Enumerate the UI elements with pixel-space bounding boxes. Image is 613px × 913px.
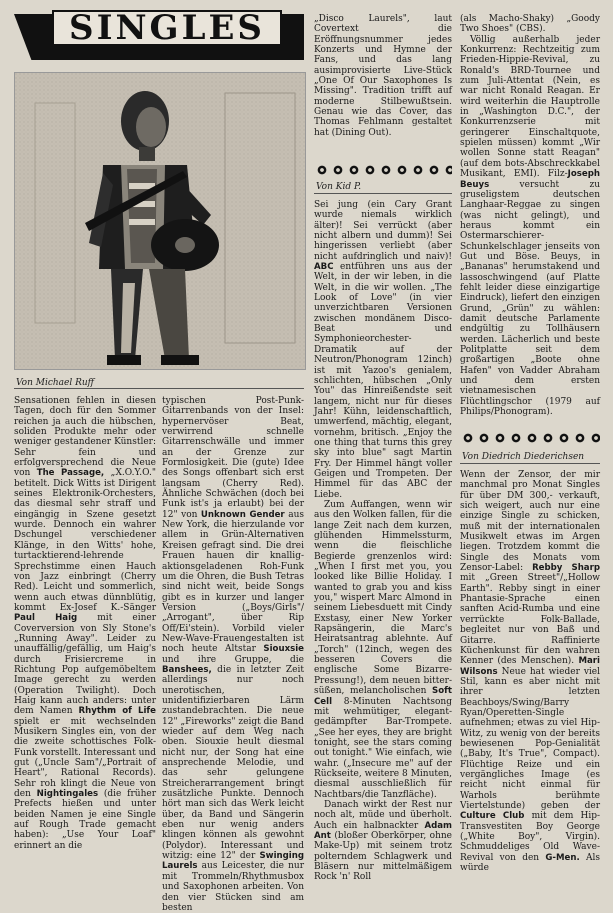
col4-text: Wenn der Zensor, der mir manchmal pro Monat Singles für über DM 300,- verkauft, sich weigert, auch nur eine einzige Single zu schicken, muß mit der internationalen Musikwelt etwas im Argen liegen. Trotzdem kommt die Single des Monats vom Zensor-Label: (460, 470, 600, 574)
col4-text: versucht zu gruseligstem deutschen Langhaar-Reggae zu singen (was nicht gelingt), und heraus kommt ein Ostermarschierer-Schunkelschlager jenseits von Gut und Böse. Beuys, in „Bananas" herumstakend und lassoschwingend (auf Platte fehlt leider diese einzigartige Eindruck), liefert den einzigen Grund, „Grün" zu wählen: damit deutsche Parlamente endgültig zu Tollhäusern werden. Lächerlich und beste Politplatte seit dem großartigen „Boote ohne Hafen" von Vadder Abraham und dem ersten vietnamesischen Flüchtlingschor (1979 auf Philips/Phonogram). (460, 179, 600, 418)
col3-text: „Disco Laurels", laut Covertext die Eröffnungsnummer jedes Konzerts und Hymne der Fans, und das lang ausimprovisierte Live-Stück „One Of Our Saxophones Is Missing". Tradition trifft auf moderne Stilbewußtsein. Genau wie das Cover, das Thomas Fehlmann gestaltet hat (Dining Out). (314, 14, 452, 138)
band-swinging-laurels: Swinging Laurels (162, 851, 304, 872)
section-title: SINGLES (52, 10, 282, 46)
divider-rule (14, 388, 304, 389)
artist-joseph-beuys: Joseph Beuys (460, 169, 600, 190)
artist-paul-haig: Paul Haig (14, 613, 78, 624)
col1-text: spielt er mit wechselnden Musikern Singles ein, von der die zweite schottisches Folk-Funk vorstellt. Interessant und gut („Uncle Sam"/„Portrait of Heart", Rational Records). Sehr roh klingt die Neue von den (14, 716, 156, 800)
col3-text: Danach wirkt der Rest nur noch alt, müde und überholt. Auch ein halbnackter (314, 799, 452, 831)
col2-text: aus Leicester, die nur mit Trommeln/Rhythmusbox und Saxophonen arbeiten. Von den vier Stücken sind am besten (162, 861, 304, 913)
col3-text: entführen uns aus der Welt, in der wir leben, in die Welt, in die wir wollen. „The Look of Love" (in vier unverzichtbaren Versionen zwischen mondänem Disco-Beat und Symphonieorchester-Dramatik auf der Neutron/Phonogram 12inch) ist mit Yazoo's genialem, schlichten, hübschen „Only You" das Hinreißendste seit langem, nicht nur für dieses Jahr! Kühn, leidenschaftlich, umwerfend, mächtig, elegant, vornehm, britisch. „Enjoy the one thing that turns this grey sky into blue" sagt Martin Fry. Der Himmel hängt voller Geigen und Trompeten. Der Himmel für das ABC der Liebe. (314, 262, 452, 500)
col3-text: Sei jung (ein Cary Grant wurde niemals wirklich älter)! Sei verrückt (aber nicht albern und dumm)! Sei hingerissen verliebt (aber nicht aufdringlich und naiv)! (314, 200, 452, 262)
article-column-1 (14, 396, 156, 852)
artist-mari-wilson: Mari Wilsons (460, 656, 600, 677)
col4-text: mit „Green Street"/„Hollow Earth". Rebby singt in einer Phantasie-Sprache einen sanften Acid-Rumba und eine verrückte Folk-Ballade, begleitet nur von Baß und Gitarre. Raffinierte Küchenkunst für den wahren Kenner (des Menschen). (460, 573, 600, 667)
band-rhythm-of-life: Rhythm of Life (78, 706, 156, 717)
byline-kid-p: Von Kid P. (316, 182, 362, 192)
col3-text: 8-Minuten Nachtsong mit wehmütiger, elegant-gedämpfter Bar-Trompete. „See her eyes, they are bright tonight, see the stars coming out tonight." Wie einfach, wie wahr. („Insecure me" auf der Rückseite, weitere 8 Minuten, diesmal ausschließlich für Nachtbars/die Tanzfläche). (314, 696, 452, 800)
col4-text: (als Macho-Shaky) „Goody Two Shoes" (CBS). (460, 14, 600, 35)
col4-text: mit dem Hip-Transvestiten Boy George („White Boy", Virgin). Schmuddeliges Old Wave-Revival von den (460, 811, 601, 863)
band-culture-club: Culture Club (460, 811, 525, 822)
article-column-4 (460, 470, 601, 874)
byline-diedrich-diederichsen: Von Diedrich Diederichsen (462, 452, 585, 462)
col3-text: Zum Auffangen, wenn wir aus den Wolken fallen, für die lange Zeit nach dem kurzen, glühenden Himmelssturm, wenn die fleischliche Begierde grenzenlos wird: „When I first met you, you looked like Billie Holiday. I wanted to grab you and kiss you," wispert Marc Almond in seinem Liebesduett mit Cindy Exstasy, einer New Yorker Rapsängerin, die Marc's Heiratsantrag ablehnte. Auf „Torch" (12inch, wegen des besseren Covers die englische Some Bizarre-Pressung!), dem neuen bitter-süßen, melancholischen (314, 499, 452, 697)
artist-adam-ant: Adam Ant (314, 820, 452, 841)
band-nightingales: Nightingales (36, 789, 99, 800)
col2-text: aus New York, die hierzulande vor allem in Grün-Alternativen Kreisen gefragt sind. Die drei Frauen hauen dir knallig-aktionsgeladenen Roh-Funk um die Ohren, die Bush Tetras sind nicht weit, beide Songs gibt es in kurzer und langer Version („Boys/Girls"/„Arrogant", über Rip Off/Ei'stein). Vorbild vieler New-Wave-Frauengestalten ist noch heute Altstar (162, 509, 304, 655)
divider-rule (314, 193, 452, 194)
decorative-divider (460, 430, 600, 446)
band-banshees: Banshees, (162, 664, 212, 675)
band-unknown-gender: Unknown Gender (200, 509, 285, 520)
photo-guitarist (14, 72, 306, 370)
article-column-4-top (460, 14, 600, 426)
article-column-2 (162, 396, 304, 913)
col2-text: typischen Post-Punk-Gitarrenbands von der Insel: hypernervöser Beat, verwirrend schnelle Gitarrenschwälle und immer an der Grenze zur Formlosigkeit. Die (gute) Idee des Songs offenbart sich erst langsam (Cherry Red). Ähnliche Schwächen (doch bei Funk ist's ja erlaubt) bei der 12" von (162, 396, 304, 520)
divider-rule (460, 463, 600, 464)
col4-text: Als würde (460, 852, 600, 874)
band-the-passage: The Passage, (36, 468, 105, 479)
artist-rebby-sharp: Rebby Sharp (532, 563, 600, 574)
col3-text: (bloßer Oberkörper, ohne Make-Up) mit seinem trotz polterndem Schlagwerk und Bläsern nur mittelmäßigem Rock 'n' Roll (314, 830, 452, 883)
col1-text: „X.O.Y.O." betitelt. Dick Witts ist Dirigent seines Elektronik-Orchesters, das diesmal sehr straff und eingängig in Szene gesetzt wurde. Dennoch ein wahrer Dschungel verschiedener Klänge, in den Witts' hohe, turtacktierend-lehrende Sprechstimme einen Hauch von Jazz einbringt (Cherry Red). Leicht und sommerlich, wenn auch etwas dünnblütig, kommt Ex-Josef K.-Sänger (14, 468, 156, 613)
col4-text: Neue hat wieder viel Stil, kann es aber nicht mit ihrer letzten Beachboys/Swing/Barry Ryan/Operetten-Single aufnehmen; etwas zu viel Hip-Witz, zu wenig von der bereits bewiesenen Pop-Genialität („Baby, It's True", Compact). Flüchtige Reize und ein vergängliches Image (es reicht nicht einmal für Warhols berühmte Viertelstunde) geben der (460, 666, 600, 811)
band-abc: ABC (314, 262, 334, 273)
byline-michael-ruff: Von Michael Ruff (16, 378, 95, 388)
band-soft-cell: Soft Cell (314, 686, 452, 707)
col1-text: mit einer Coverversion von Sly Stone's „Running Away". Leider zu unauffällig/gefällig, um Haig's durch Frisiercreme in Richtung Pop aufgemöbeltem Image gerecht zu werden (Operation Twilight). Doch Haig kann auch anders: unter dem Namen (14, 613, 156, 717)
guitarist-illustration (15, 73, 305, 369)
col4-text: Völlig außerhalb jeder Konkurrenz: Rechtzeitig zum Frieden-Hippie-Revival, zu Ronald's BRD-Tournee und zum Juli-Attentat (Nein, es war nicht Ronald Reagan. Er wird weiterhin die Hauptrolle in „Washington D.C.", der Konkurrenzserie mit geringerer Einschaltquote, spielen müssen) kommt „Wir wollen Sonne statt Reagan" (auf dem bots-Abschreckkabel Musikant, EMI). Filz- (460, 34, 600, 180)
col2-text: und ihre Gruppe, die (162, 654, 304, 665)
col1-text: (die früher Prefects hießen und unter beiden Namen je eine Single auf Rough Trade gemacht haben): „Use Your Loaf" erinnert an die (14, 789, 156, 851)
artist-siouxsie: Siouxsie (263, 644, 304, 655)
band-g-men: G-Men. (545, 852, 580, 863)
col2-text: die in letzter Zeit allerdings nur noch unerotischen, unidentifizierbaren Lärm zustandebrachten. Die neue 12" „Fireworks" zeigt die Band wieder auf dem Weg nach oben. Siouxie heult diesmal nicht nur, der Song hat eine ansprechende Melodie, und das sehr gelungene Streicherarrangement bringt zusätzliche Punkte. Dennoch hört man sich das Werk leicht über, da Band und Sängerin eben nur wenig anders klingen können als gewohnt (Polydor). Interessant und witzig: eine 12" der (162, 664, 304, 862)
article-column-3-top (314, 14, 452, 156)
decorative-divider (314, 162, 452, 178)
article-column-3 (314, 200, 452, 883)
col1-text: Sensationen fehlen in diesen Tagen, doch für den Sommer reichen ja auch die hübschen, soliden Produkte mehr oder weniger gestandener Künstler: Sehr fein und erfolgversprechend die Neue von (14, 396, 156, 479)
